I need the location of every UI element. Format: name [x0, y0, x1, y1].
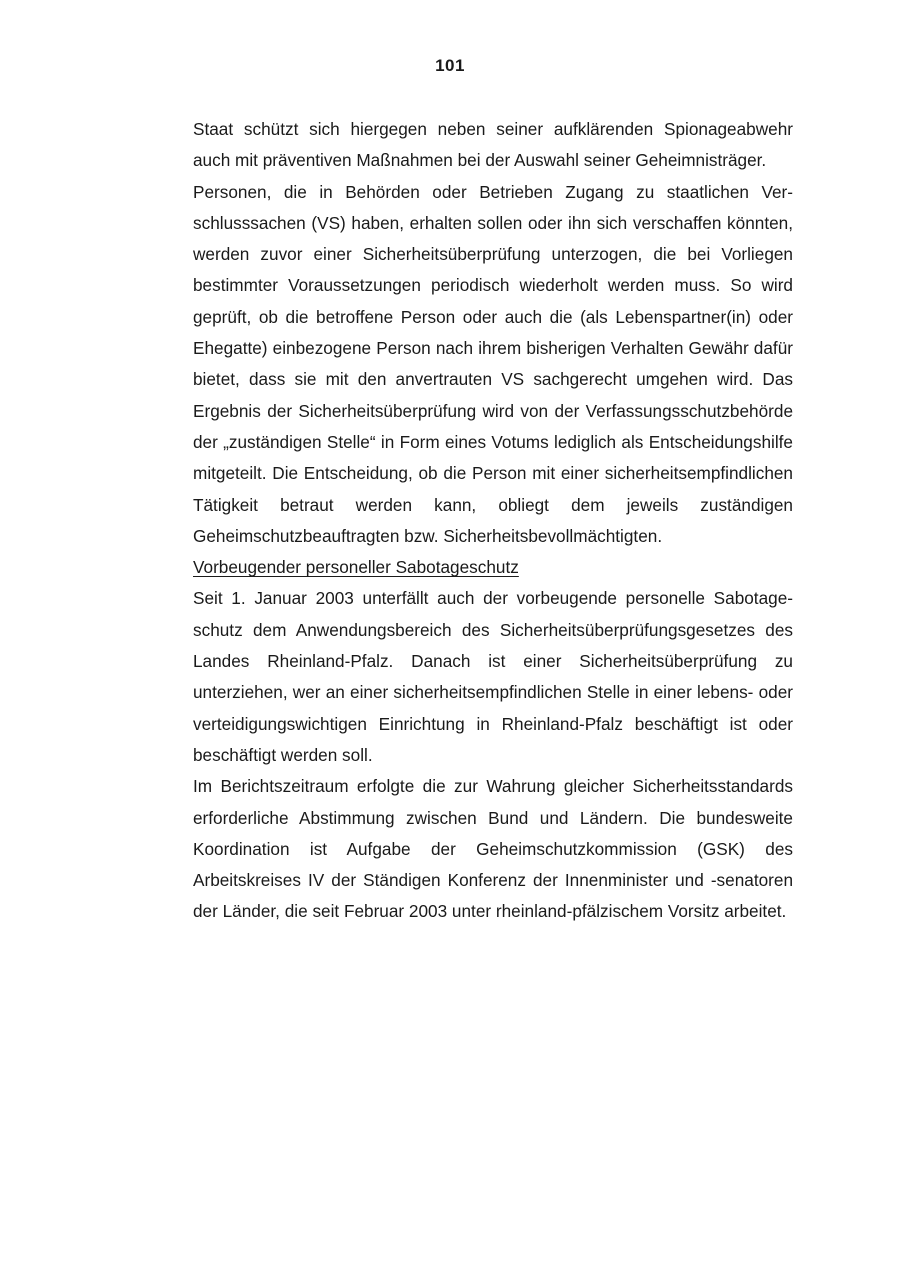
paragraph-intro-1: Staat schützt sich hiergegen neben seiner aufklärenden Spionageabwehr auch mit präventiven Maßnahmen bei der Auswahl seiner Geheimnisträger.: [193, 119, 793, 171]
paragraph-sabotage-2: Im Berichtszeitraum erfolgte die zur Wahrung gleicher Sicherheitsstandards erforderliche Abstimmung zwischen Bund und Ländern. Die bundesweite Koordination ist Aufgabe der Geheimschutzkommission (GSK) des Arbeitskreises IV der Ständigen Konferenz der Innenminister und -senatoren der Länder, die seit Februar 2003 unter rheinland-pfälzischem Vorsitz arbeitet.: [193, 776, 793, 922]
paragraph-sabotage-1: Seit 1. Januar 2003 unterfällt auch der vorbeugende personelle Sabotageschutz dem Anwendungsbereich des Sicherheitsüberprüfungsgesetzes des Landes Rheinland-Pfalz. Danach ist einer Sicherheitsüberprüfung zu unterziehen, wer an einer sicherheitsempfindlichen Stelle in einer lebens- oder verteidigungswichtigen Einrichtung in Rheinland-Pfalz beschäftigt ist oder beschäftigt werden soll.: [193, 588, 793, 765]
page-number: 101: [435, 56, 465, 75]
document-body: [193, 114, 793, 928]
paragraph-intro-2: Personen, die in Behörden oder Betrieben Zugang zu staatlichen Verschlusssachen (VS) haben, erhalten sollen oder ihn sich verschaffen könnten, werden zuvor einer Sicherheitsüberprüfung unterzogen, die bei Vorliegen bestimmter Voraussetzungen periodisch wiederholt werden muss. So wird geprüft, ob die betroffene Person oder auch die (als Lebenspartner(in) oder Ehegatte) einbezogene Person nach ihrem bisherigen Verhalten Gewähr dafür bietet, dass sie mit den anvertrauten VS sachgerecht umgehen wird. Das Ergebnis der Sicherheitsüberprüfung wird von der Verfassungsschutzbehörde der „zuständigen Stelle“ in Form eines Votums lediglich als Entscheidungshilfe mitgeteilt. Die Entscheidung, ob die Person mit einer sicherheitsempfindlichen Tätigkeit betraut werden kann, obliegt dem jeweils zuständigen Geheimschutzbeauftragten bzw. Sicherheitsbevollmächtigten.: [193, 181, 793, 546]
section-heading-sabotage: Vorbeugender personeller Sabotageschutz: [193, 557, 519, 578]
